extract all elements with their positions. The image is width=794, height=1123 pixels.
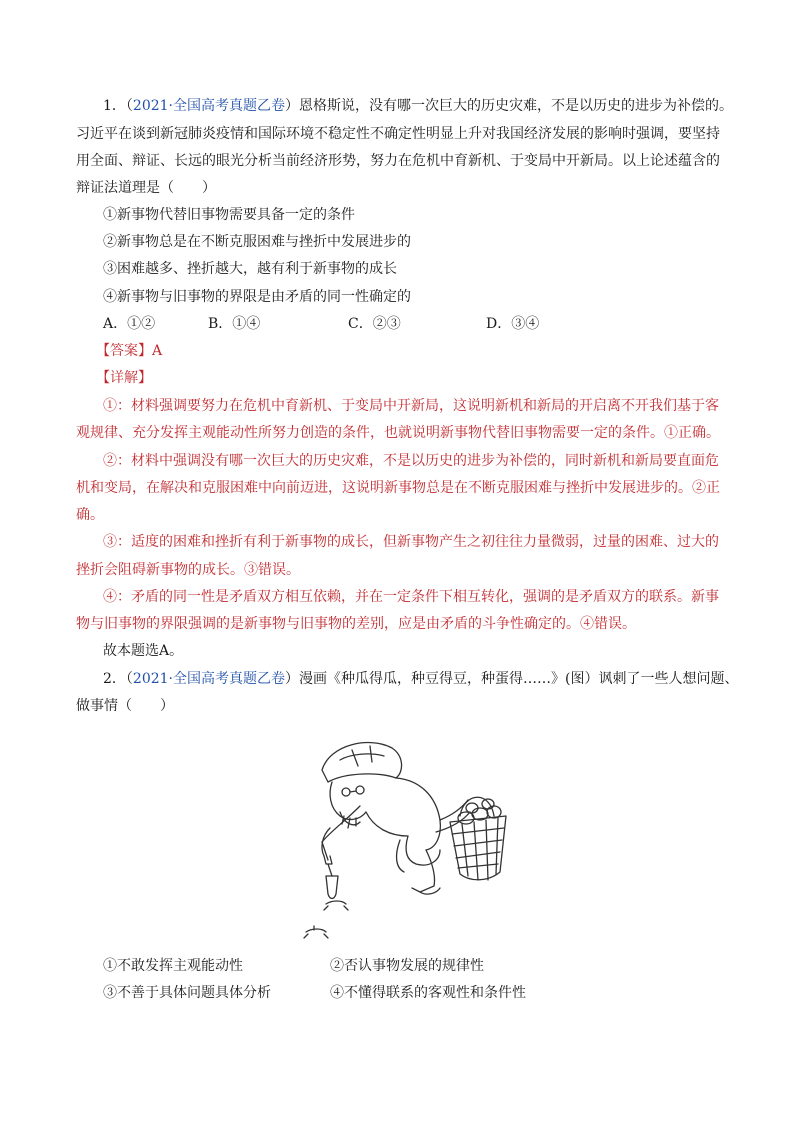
q1-option-a: A．①② (103, 316, 156, 332)
q1-detail-line2: 观规律、充分发挥主观能动性所努力创造的条件，也就说明新事物代替旧事物需要一定的条件。①正确。 (76, 425, 720, 441)
q1-item-3: ③困难越多、挫折越大，越有利于新事物的成长 (103, 261, 397, 277)
q2-stem-line1 (103, 669, 738, 689)
q2-number: 2．（ (103, 671, 133, 687)
q2-source-close: ） (285, 671, 300, 687)
q1-source-close: ） (285, 98, 300, 114)
q2-item-1: ①不敢发挥主观能动性 (103, 958, 243, 974)
q1-item-1: ①新事物代替旧事物需要具备一定的条件 (103, 207, 355, 223)
q2-stem-rest: 漫画《种瓜得瓜，种豆得豆，种蛋得……》(图）讽刺了一些人想问题、 (299, 671, 739, 687)
q1-item-2: ②新事物总是在不断克服困难与挫折中发展进步的 (103, 234, 411, 250)
q1-detail-line9: 物与旧事物的界限强调的是新事物与旧事物的差别，应是由矛盾的斗争性确定的。④错误。 (76, 616, 636, 632)
q1-conclusion: 故本题选A。 (103, 643, 184, 659)
q1-detail-line6: ③：适度的困难和挫折有利于新事物的成长，但新事物产生之初往往力量微弱，过量的困难、过大的 (103, 534, 719, 550)
q1-number: 1．（ (103, 98, 133, 114)
q1-detail-line4: 机和变局，在解决和克服困难中向前迈进，这说明新事物总是在不断克服困难与挫折中发展进步的。②正 (76, 480, 720, 496)
q1-source: 2021·全国高考真题乙卷 (132, 98, 286, 114)
q1-item-4: ④新事物与旧事物的界限是由矛盾的同一性确定的 (103, 289, 411, 305)
q1-detail-label: 【详解】 (96, 370, 152, 386)
q2-item-4: ④不懂得联系的客观性和条件性 (330, 985, 526, 1001)
q1-detail-line7: 挫折会阻碍新事物的成长。③错误。 (76, 562, 300, 578)
q2-item-2: ②否认事物发展的规律性 (330, 958, 484, 974)
q1-answer: 【答案】A (96, 343, 163, 359)
q1-stem-line4: 辩证法道理是（ ） (76, 180, 216, 196)
q1-option-c: C．②③ (348, 316, 401, 332)
q2-stem-line2: 做事情（ ） (76, 698, 174, 714)
q1-stem-line3: 用全面、辩证、长远的眼光分析当前经济形势，努力在危机中育新机、于变局中开新局。以上论述蕴含的 (76, 153, 720, 169)
q1-option-b: B．①④ (208, 316, 261, 332)
q1-option-d: D．③④ (486, 316, 540, 332)
q2-item-3: ③不善于具体问题具体分析 (103, 985, 271, 1001)
q2-source: 2021·全国高考真题乙卷 (132, 671, 286, 687)
q1-stem-rest: 恩格斯说，没有哪一次巨大的历史灾难，不是以历史的进步为补偿的。 (299, 98, 734, 114)
q1-stem-line1 (103, 96, 733, 116)
q1-detail-line8: ④：矛盾的同一性是矛盾双方相互依赖，并在一定条件下相互转化，强调的是矛盾双方的联系。新事 (103, 589, 719, 605)
q1-detail-line5: 确。 (76, 507, 104, 523)
q1-detail-line3: ②：材料中强调没有哪一次巨大的历史灾难，不是以历史的进步为补偿的，同时新机和新局要直面危 (103, 453, 719, 469)
q1-detail-line1: ①：材料强调要努力在危机中育新机、于变局中开新局，这说明新机和新局的开启离不开我们基于客 (103, 398, 719, 414)
q1-stem-line2: 习近平在谈到新冠肺炎疫情和国际环境不稳定性不确定性明显上升对我国经济发展的影响时强调，要坚持 (76, 126, 720, 142)
cartoon-illustration (300, 732, 520, 944)
